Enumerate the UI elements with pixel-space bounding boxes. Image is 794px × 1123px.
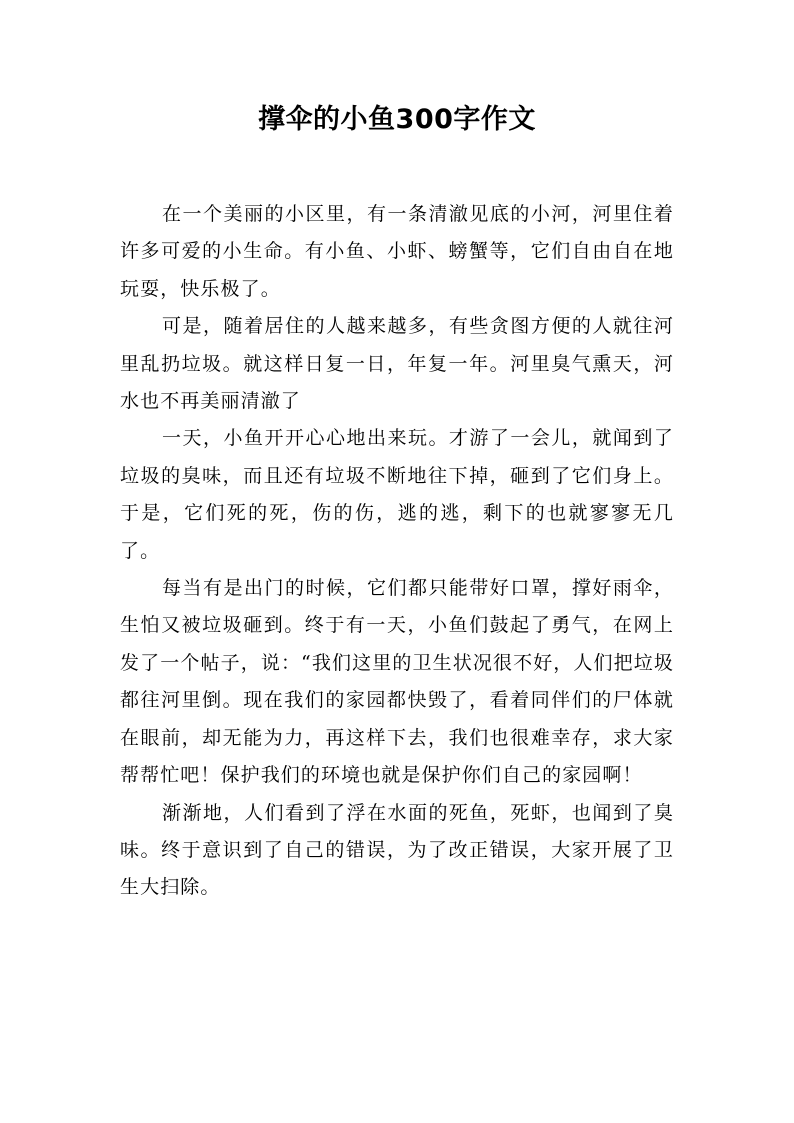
paragraph-1: 在一个美丽的小区里，有一条清澈见底的小河，河里住着许多可爱的小生命。有小鱼、小虾、螃蟹等，它们自由自在地玩耍，快乐极了。: [120, 203, 674, 300]
paragraph-5: 渐渐地，人们看到了浮在水面的死鱼，死虾，也闻到了臭味。终于意识到了自己的错误，为了改正错误，大家开展了卫生大扫除。: [120, 801, 674, 899]
paragraph-3: 一天，小鱼开开心心地出来玩。才游了一会儿，就闻到了垃圾的臭味，而且还有垃圾不断地往下掉，砸到了它们身上。于是，它们死的死，伤的伤，逃的逃，剩下的也就寥寥无几了。: [120, 427, 674, 562]
paragraph-2: 可是，随着居住的人越来越多，有些贪图方便的人就往河里乱扔垃圾。就这样日复一日，年复一年。河里臭气熏天，河水也不再美丽清澈了: [120, 315, 674, 413]
paragraph-4: 每当有是出门的时候，它们都只能带好口罩，撑好雨伞，生怕又被垃圾砸到。终于有一天，小鱼们鼓起了勇气，在网上发了一个帖子，说：“我们这里的卫生状况很不好，人们把垃圾都往河里倒。现在我们的家园都快毁了，看着同伴们的尸体就在眼前，却无能为力，再这样下去，我们也很难幸存，求大家帮帮忙吧！保护我们的环境也就是保护你们自己的家园啊！: [120, 577, 674, 787]
document-title: 撑伞的小鱼300字作文: [258, 104, 536, 135]
document-body: [120, 196, 674, 907]
